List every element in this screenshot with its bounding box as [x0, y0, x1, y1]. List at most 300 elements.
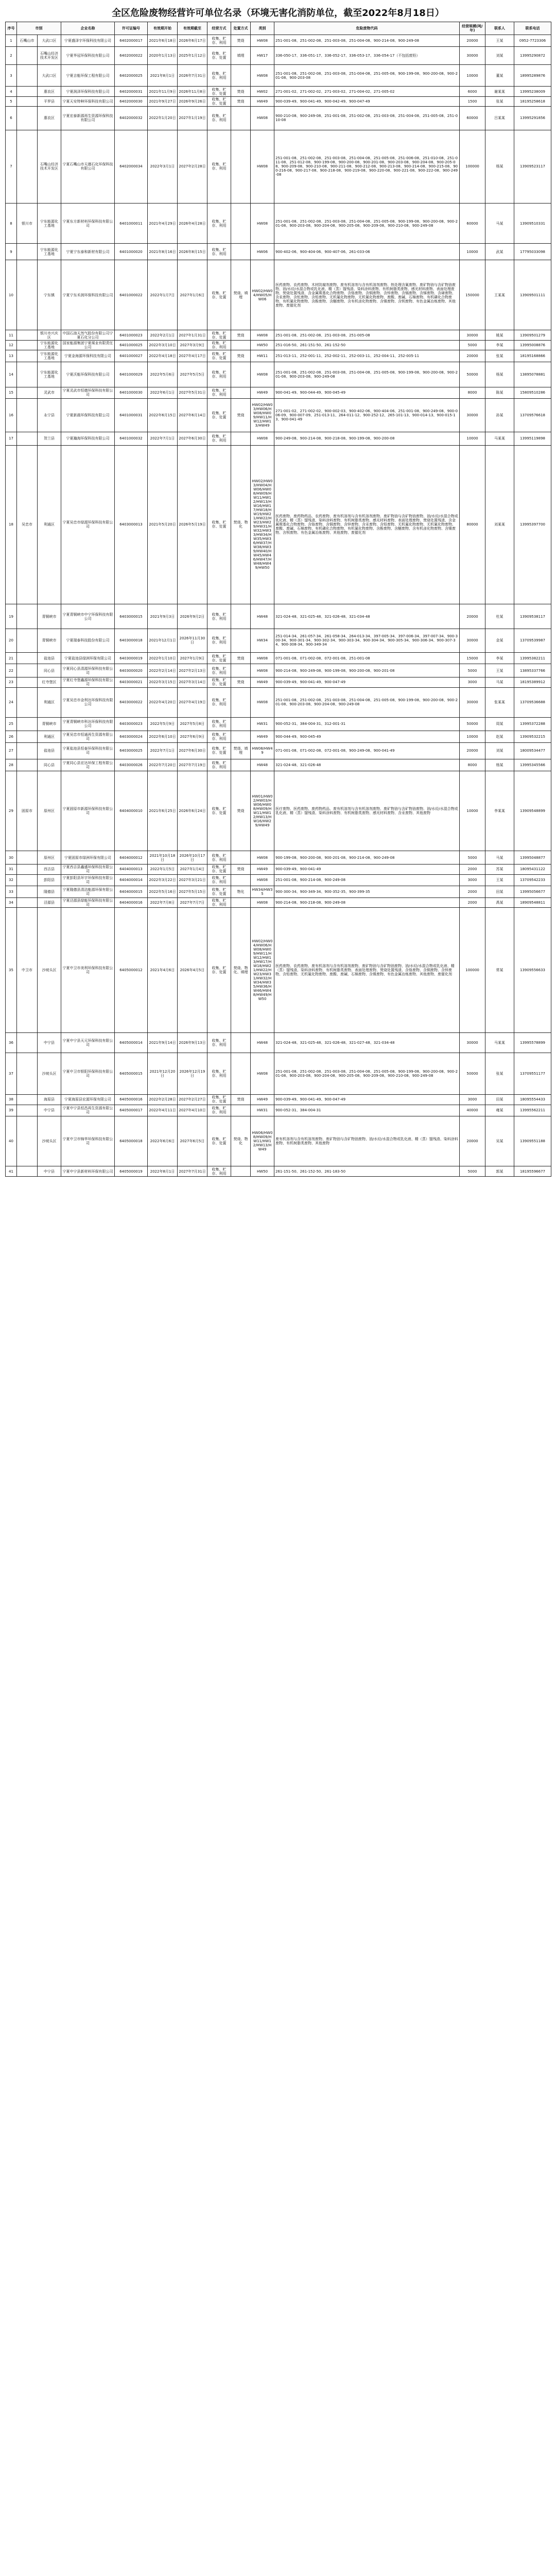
- table-row: [6, 1105, 551, 1116]
- cell-valid-from: 2022年1月7日: [148, 260, 178, 330]
- cell-company: 宁夏东方新材料环保科技有限公司: [61, 204, 115, 244]
- cell-method: 焚烧: [231, 330, 251, 340]
- cell-mode: 收集、贮存、处置: [207, 742, 231, 759]
- cell-waste-codes: 900-039-49、900-041-49: [274, 865, 460, 874]
- cell-scale: 60000: [460, 107, 485, 130]
- cell-no: 18: [6, 445, 17, 604]
- cell-valid-from: 2022年5月6日: [148, 362, 178, 387]
- header-waste: 危险废物代码: [274, 22, 460, 35]
- cell-method: 焚烧、物化: [231, 1116, 251, 1166]
- cell-valid-from: 2022年7月20日: [148, 759, 178, 771]
- cell-license-code: 6401000023: [115, 330, 148, 340]
- header-no: 序号: [6, 22, 17, 35]
- cell-method: [231, 204, 251, 244]
- cell-city: [17, 1105, 38, 1116]
- cell-waste-codes: 医药废物、农药废物、废有机溶剂与含有机溶剂废物、废矿物油与含矿物油废物、油/水烃/水混合物或乳化液、精（蒸）馏残渣、染料涂料废物、有机树脂类废物、表面处理废物、焚烧处置残渣、含铬废物、含铜废物、含锌废物、含铅废物、无机氟化物废物、废酸、废碱、石棉废物、含镍废物、有色金属冶炼废物、其他废物、废催化剂: [274, 908, 460, 1033]
- table-row: [6, 652, 551, 664]
- cell-method: 焚烧、填埋: [231, 742, 251, 759]
- cell-phone: 18995289876: [514, 65, 551, 87]
- cell-waste-codes: 071-001-08、071-002-08、072-001-08、251-001-08: [274, 652, 460, 664]
- cell-method: 焚烧: [231, 865, 251, 874]
- table-row: [6, 629, 551, 652]
- cell-valid-from: 2022年5月9日: [148, 718, 178, 731]
- cell-district: 石嘴山经济技术开发区: [38, 46, 61, 65]
- cell-mode: 收集、贮存、利用: [207, 1033, 231, 1053]
- cell-company: 宁夏宏泰新源再生资源环保科技有限公司: [61, 107, 115, 130]
- cell-company: 宁夏同心县清源环保科技有限公司: [61, 664, 115, 677]
- cell-city: [17, 851, 38, 865]
- cell-license-code: 6401000022: [115, 260, 148, 330]
- cell-city: 石嘴山市: [17, 35, 38, 47]
- cell-mode: 收集、贮存、处置: [207, 771, 231, 851]
- cell-district: 中宁县: [38, 1033, 61, 1053]
- cell-contact: 金某: [485, 629, 514, 652]
- cell-no: 41: [6, 1166, 17, 1176]
- cell-waste-codes: 271-001-02、271-002-02、271-003-02、271-004-02、271-005-02: [274, 87, 460, 96]
- cell-method: 焚烧: [231, 1095, 251, 1105]
- cell-class: HW11: [251, 350, 274, 362]
- cell-method: [231, 718, 251, 731]
- cell-valid-to: 2027年2月13日: [178, 664, 207, 677]
- cell-mode: 收集、贮存、处置: [207, 652, 231, 664]
- cell-contact: 王某: [485, 874, 514, 886]
- cell-method: [231, 629, 251, 652]
- table-row: [6, 65, 551, 87]
- cell-class: HW02/HW04/HW05/HW06: [251, 260, 274, 330]
- cell-valid-to: 2026年12月19日: [178, 1053, 207, 1095]
- cell-valid-to: 2027年4月19日: [178, 687, 207, 717]
- cell-company: 宁夏彭阳县环宇环保科技有限公司: [61, 874, 115, 886]
- cell-no: 8: [6, 204, 17, 244]
- cell-city: [17, 330, 38, 340]
- cell-phone: 13995048877: [514, 851, 551, 865]
- cell-city: [17, 604, 38, 629]
- cell-license-code: 6405000019: [115, 1166, 148, 1176]
- cell-scale: 3000: [460, 677, 485, 687]
- cell-company: 宁夏宁东禾润环保科技有限公司: [61, 260, 115, 330]
- cell-valid-to: 2027年6月5日: [178, 1116, 207, 1166]
- cell-waste-codes: 251-014-34、261-057-34、261-058-34、264-013-34、397-005-34、397-006-34、397-007-34、900-300-34、900-301-34、900-302-34、900-303-34、900-304-34、900-305-34、900-306-34、900-307-34、900-308-34、900-349-34: [274, 629, 460, 652]
- cell-city: [17, 387, 38, 399]
- cell-valid-to: 2027年4月10日: [178, 1105, 207, 1116]
- cell-mode: 收集、贮存、利用: [207, 1166, 231, 1176]
- cell-city: 固原市: [17, 771, 38, 851]
- cell-valid-to: 2027年3月14日: [178, 677, 207, 687]
- cell-waste-codes: 900-044-49、900-045-49: [274, 731, 460, 742]
- cell-no: 7: [6, 130, 17, 204]
- table-row: [6, 96, 551, 106]
- cell-company: 宁夏石嘴山市天德石化环保科技有限公司: [61, 130, 115, 204]
- cell-phone: 13909538117: [514, 604, 551, 629]
- cell-no: 36: [6, 1033, 17, 1053]
- cell-scale: 50000: [460, 718, 485, 731]
- cell-valid-from: 2022年2月14日: [148, 664, 178, 677]
- cell-method: 焚烧、物化、填埋: [231, 908, 251, 1033]
- cell-district: 平罗县: [38, 96, 61, 106]
- table-row: [6, 46, 551, 65]
- cell-contact: 马某某: [485, 432, 514, 446]
- cell-mode: 收集、贮存、处置: [207, 399, 231, 432]
- cell-no: 1: [6, 35, 17, 47]
- cell-waste-codes: 251-001-08、251-002-08、251-003-08、251-004-08、251-005-08、900-199-08、900-200-08、900-201-08、900-203-08、900-204-08、900-205-08、900-209-08、900-210-08、900-249-08: [274, 204, 460, 244]
- cell-scale: 10000: [460, 65, 485, 87]
- cell-valid-to: 2027年6月9日: [178, 731, 207, 742]
- cell-waste-codes: 900-041-49、900-044-49、900-045-49: [274, 387, 460, 399]
- cell-contact: 杨某: [485, 130, 514, 204]
- cell-scale: 3000: [460, 1095, 485, 1105]
- table-row: [6, 886, 551, 898]
- cell-class: HW02/HW03/HW06/HW08/HW09/HW11/HW12/HW13/HW49: [251, 399, 274, 432]
- cell-class: HW08: [251, 851, 274, 865]
- cell-city: [17, 742, 38, 759]
- cell-valid-to: 2026年11月8日: [178, 87, 207, 96]
- cell-scale: 20000: [460, 742, 485, 759]
- cell-license-code: 6404000010: [115, 771, 148, 851]
- cell-valid-to: 2026年9月13日: [178, 1033, 207, 1053]
- cell-company: 宁夏吴忠市金利达环保科技有限公司: [61, 687, 115, 717]
- page-title: 全区危险废物经营许可单位名录（环境无害化消防单位，截至2022年8月18日）: [112, 8, 444, 19]
- cell-waste-codes: 900-199-08、900-200-08、900-201-08、900-214-08、900-249-08: [274, 851, 460, 865]
- cell-city: [17, 874, 38, 886]
- cell-mode: 收集、贮存、处置: [207, 908, 231, 1033]
- cell-contact: 杨某: [485, 362, 514, 387]
- document-page: [5, 5, 551, 1177]
- header-phone: 联系电话: [514, 22, 551, 35]
- cell-phone: 18195389912: [514, 677, 551, 687]
- cell-company: 宁夏同心县宏达环保工程有限公司: [61, 759, 115, 771]
- cell-contact: 田某: [485, 886, 514, 898]
- cell-no: 33: [6, 886, 17, 898]
- table-row: [6, 1166, 551, 1176]
- cell-contact: 董某: [485, 65, 514, 87]
- cell-valid-to: 2027年7月7日: [178, 897, 207, 907]
- cell-method: [231, 759, 251, 771]
- cell-license-code: 6404000015: [115, 886, 148, 898]
- cell-city: [17, 1116, 38, 1166]
- cell-mode: 收集、贮存、利用: [207, 897, 231, 907]
- cell-waste-codes: 900-300-34、900-349-34、900-352-35、900-399-35: [274, 886, 460, 898]
- cell-waste-codes: 900-052-31、384-004-31: [274, 1105, 460, 1116]
- cell-valid-to: 2027年1月9日: [178, 652, 207, 664]
- cell-district: 西吉县: [38, 865, 61, 874]
- cell-method: 焚烧: [231, 96, 251, 106]
- cell-waste-codes: 251-001-08、251-002-08、251-003-08、251-004-08、251-005-08、900-199-08、900-200-08、900-201-08、900-203-08、900-204-08、900-249-08: [274, 687, 460, 717]
- cell-mode: 收集、贮存、处置: [207, 445, 231, 604]
- cell-valid-from: 2022年6月6日: [148, 1116, 178, 1166]
- cell-company: 宁夏沃能环保科技有限公司: [61, 362, 115, 387]
- cell-scale: 100000: [460, 908, 485, 1033]
- cell-class: HW17: [251, 46, 274, 65]
- cell-mode: 收集、贮存、利用: [207, 1105, 231, 1116]
- cell-license-code: 6403000013: [115, 445, 148, 604]
- cell-no: 19: [6, 604, 17, 629]
- cell-phone: 13709539987: [514, 629, 551, 652]
- cell-waste-codes: 900-039-49、900-041-49、900-047-49: [274, 1095, 460, 1105]
- cell-scale: 30000: [460, 629, 485, 652]
- cell-class: HW48: [251, 759, 274, 771]
- cell-district: 宁东能源化工基地: [38, 243, 61, 260]
- cell-company: 宁夏润泽环保科技有限公司: [61, 87, 115, 96]
- cell-mode: 收集、贮存、利用: [207, 759, 231, 771]
- cell-valid-to: 2027年7月19日: [178, 759, 207, 771]
- cell-valid-to: 2025年1月12日: [178, 46, 207, 65]
- header-code: 许可证编号: [115, 22, 148, 35]
- cell-class: HW08: [251, 664, 274, 677]
- cell-phone: 13909501111: [514, 260, 551, 330]
- cell-license-code: 6401000027: [115, 350, 148, 362]
- cell-phone: 0952-7723306: [514, 35, 551, 47]
- table-row: [6, 1116, 551, 1166]
- table-row: [6, 130, 551, 204]
- cell-valid-from: 2021年5月20日: [148, 445, 178, 604]
- cell-scale: 100000: [460, 130, 485, 204]
- cell-district: 惠农区: [38, 107, 61, 130]
- cell-valid-to: 2027年6月30日: [178, 432, 207, 446]
- cell-district: 贺兰县: [38, 432, 61, 446]
- cell-district: 永宁县: [38, 399, 61, 432]
- cell-contact: 禹某: [485, 897, 514, 907]
- table-row: [6, 759, 551, 771]
- cell-class: HW50: [251, 340, 274, 350]
- cell-method: 焚烧、物化: [231, 445, 251, 604]
- cell-contact: 赵某: [485, 731, 514, 742]
- cell-method: 焚烧: [231, 771, 251, 851]
- cell-license-code: 6403000018: [115, 629, 148, 652]
- cell-district: 大武口区: [38, 65, 61, 87]
- cell-scale: 50000: [460, 1053, 485, 1095]
- cell-contact: 李某: [485, 652, 514, 664]
- cell-scale: 10000: [460, 731, 485, 742]
- cell-method: [231, 362, 251, 387]
- cell-no: 29: [6, 771, 17, 851]
- cell-contact: 王某: [485, 35, 514, 47]
- cell-phone: 18909548811: [514, 897, 551, 907]
- cell-valid-to: 2026年9月2日: [178, 604, 207, 629]
- cell-company: 宁夏青铜峡市科达环保科技有限公司: [61, 718, 115, 731]
- cell-contact: 刘某: [485, 742, 514, 759]
- cell-valid-from: 2022年1月5日: [148, 865, 178, 874]
- header-company: 企业名称: [61, 22, 115, 35]
- header-method: 处置方式: [231, 22, 251, 35]
- cell-contact: 刘某某: [485, 445, 514, 604]
- cell-district: 利通区: [38, 445, 61, 604]
- cell-district: 盐池县: [38, 742, 61, 759]
- cell-valid-from: 2022年3月22日: [148, 874, 178, 886]
- cell-scale: 5000: [460, 340, 485, 350]
- cell-valid-from: 2022年5月16日: [148, 886, 178, 898]
- cell-no: 2: [6, 46, 17, 65]
- cell-city: [17, 107, 38, 130]
- cell-mode: 收集、贮存、处置: [207, 87, 231, 96]
- cell-company: 宁夏隆德县清洁能源环保有限公司: [61, 886, 115, 898]
- cell-company: 宁夏中卫市锦华环保科技有限公司: [61, 1116, 115, 1166]
- cell-method: [231, 1105, 251, 1116]
- cell-scale: 20000: [460, 1116, 485, 1166]
- cell-license-code: 6403000026: [115, 759, 148, 771]
- cell-company: 宁夏盐池县恒泰环保科技有限公司: [61, 742, 115, 759]
- cell-no: 23: [6, 677, 17, 687]
- cell-valid-to: 2026年4月5日: [178, 908, 207, 1033]
- cell-contact: 张某: [485, 1053, 514, 1095]
- cell-valid-to: 2027年1月6日: [178, 260, 207, 330]
- cell-license-code: 6405000014: [115, 1033, 148, 1053]
- cell-phone: 13895337766: [514, 664, 551, 677]
- table-row: [6, 1053, 551, 1095]
- cell-valid-from: 2022年4月18日: [148, 350, 178, 362]
- cell-no: 10: [6, 260, 17, 330]
- cell-contact: 张某: [485, 350, 514, 362]
- cell-class: HW01/HW02/HW03/HW06/HW08/HW09/HW11/HW12/HW13/HW16/HW29/HW49: [251, 771, 274, 851]
- cell-waste-codes: 071-001-08、071-002-08、072-001-08、900-249-08、900-041-49: [274, 742, 460, 759]
- cell-valid-from: 2021年12月1日: [148, 629, 178, 652]
- cell-mode: 收集、贮存、利用: [207, 340, 231, 350]
- table-body: [6, 35, 551, 1177]
- cell-method: [231, 1033, 251, 1053]
- cell-city: [17, 652, 38, 664]
- cell-district: 原州区: [38, 851, 61, 865]
- cell-district: 利通区: [38, 731, 61, 742]
- cell-license-code: 6403000021: [115, 677, 148, 687]
- cell-contact: 武某: [485, 243, 514, 260]
- cell-district: 宁东能源化工基地: [38, 350, 61, 362]
- cell-contact: 马某某: [485, 1033, 514, 1053]
- cell-valid-from: 2022年1月20日: [148, 107, 178, 130]
- cell-valid-to: 2026年4月28日: [178, 204, 207, 244]
- cell-city: [17, 759, 38, 771]
- cell-city: [17, 65, 38, 87]
- cell-city: [17, 87, 38, 96]
- cell-district: 石嘴山经济技术开发区: [38, 130, 61, 204]
- cell-phone: 13909551188: [514, 1116, 551, 1166]
- cell-city: [17, 350, 38, 362]
- cell-mode: 收集、贮存、利用: [207, 731, 231, 742]
- table-row: [6, 107, 551, 130]
- cell-company: 宁夏中宁县新材料环保有限公司: [61, 1166, 115, 1176]
- cell-scale: 5000: [460, 1166, 485, 1176]
- header-mode: 经营方式: [207, 22, 231, 35]
- cell-valid-from: 2020年1月13日: [148, 46, 178, 65]
- header-class: 类别: [251, 22, 274, 35]
- cell-mode: 收集、贮存、利用: [207, 851, 231, 865]
- cell-company: 宁夏盐池县绿洲环保有限公司: [61, 652, 115, 664]
- cell-district: 大武口区: [38, 35, 61, 47]
- cell-license-code: 6402000031: [115, 87, 148, 96]
- cell-license-code: 6402000025: [115, 65, 148, 87]
- cell-valid-to: 2026年5月19日: [178, 445, 207, 604]
- cell-license-code: 6405000015: [115, 1053, 148, 1095]
- cell-contact: 刘某: [485, 46, 514, 65]
- cell-waste-codes: 251-001-08、251-002-08、251-003-08、251-005-08: [274, 330, 460, 340]
- cell-license-code: 6401000031: [115, 399, 148, 432]
- table-row: [6, 330, 551, 340]
- cell-scale: 20000: [460, 35, 485, 47]
- cell-valid-from: 2021年4月29日: [148, 204, 178, 244]
- cell-no: 39: [6, 1105, 17, 1116]
- cell-license-code: 6404000016: [115, 897, 148, 907]
- cell-scale: 1500: [460, 96, 485, 106]
- cell-valid-to: 2027年4月17日: [178, 350, 207, 362]
- cell-no: 40: [6, 1116, 17, 1166]
- cell-contact: 苏某: [485, 865, 514, 874]
- cell-mode: 收集、贮存、处置: [207, 1116, 231, 1166]
- cell-no: 15: [6, 387, 17, 399]
- cell-mode: 收集、贮存、利用: [207, 387, 231, 399]
- header-person: 联系人: [485, 22, 514, 35]
- table-row: [6, 387, 551, 399]
- cell-contact: 吴某: [485, 1116, 514, 1166]
- cell-valid-from: 2022年7月1日: [148, 432, 178, 446]
- cell-mode: 收集、贮存、利用: [207, 687, 231, 717]
- cell-waste-codes: 900-402-06、900-404-06、900-407-06、261-033-06: [274, 243, 460, 260]
- cell-method: 焚烧: [231, 399, 251, 432]
- cell-phone: 13995238009: [514, 87, 551, 96]
- cell-valid-from: 2022年7月1日: [148, 742, 178, 759]
- cell-class: HW08: [251, 874, 274, 886]
- cell-mode: 收集、贮存、利用: [207, 1053, 231, 1095]
- cell-company: 宁夏天安特种环保科技有限公司: [61, 96, 115, 106]
- cell-scale: 20000: [460, 604, 485, 629]
- cell-valid-from: 2022年8月1日: [148, 1166, 178, 1176]
- cell-license-code: 6401000032: [115, 432, 148, 446]
- cell-city: [17, 718, 38, 731]
- cell-valid-from: 2022年4月11日: [148, 1105, 178, 1116]
- header-end: 有效期截至: [178, 22, 207, 35]
- cell-method: 焚烧: [231, 35, 251, 47]
- cell-district: 盐池县: [38, 652, 61, 664]
- cell-no: 37: [6, 1053, 17, 1095]
- cell-contact: 马某: [485, 204, 514, 244]
- cell-valid-to: 2027年5月5日: [178, 362, 207, 387]
- table-row: [6, 1033, 551, 1053]
- cell-city: 中卫市: [17, 908, 38, 1033]
- cell-waste-codes: 900-214-08、900-218-08、900-249-08: [274, 897, 460, 907]
- table-row: [6, 771, 551, 851]
- cell-district: 彭阳县: [38, 874, 61, 886]
- cell-city: [17, 1095, 38, 1105]
- cell-contact: 孙某: [485, 399, 514, 432]
- cell-mode: 收集、贮存、处置: [207, 865, 231, 874]
- table-row: [6, 865, 551, 874]
- cell-scale: 2000: [460, 886, 485, 898]
- cell-method: 焚烧: [231, 87, 251, 96]
- cell-phone: 13995345566: [514, 759, 551, 771]
- cell-company: 宁夏中宁县恒昌再生资源有限公司: [61, 1105, 115, 1116]
- cell-company: 宁夏青铜峡市中宁环保科技有限公司: [61, 604, 115, 629]
- cell-method: [231, 1166, 251, 1176]
- table-row: [6, 87, 551, 96]
- cell-city: [17, 260, 38, 330]
- cell-no: 21: [6, 652, 17, 664]
- cell-valid-to: 2027年6月14日: [178, 399, 207, 432]
- cell-valid-from: 2021年6月25日: [148, 771, 178, 851]
- cell-scale: 60000: [460, 204, 485, 244]
- cell-waste-codes: 251-013-11、252-001-11、252-002-11、252-003-11、252-004-11、252-005-11: [274, 350, 460, 362]
- cell-scale: 6000: [460, 87, 485, 96]
- cell-license-code: 6403000022: [115, 687, 148, 717]
- cell-company: 宁夏西吉县鑫盛环保科技有限公司: [61, 865, 115, 874]
- cell-phone: 13995578899: [514, 1033, 551, 1053]
- cell-valid-from: 2021年9月3日: [148, 604, 178, 629]
- cell-district: 灵武市: [38, 387, 61, 399]
- cell-license-code: 6402000022: [115, 46, 148, 65]
- cell-phone: 13995372288: [514, 718, 551, 731]
- cell-valid-from: 2021年12月20日: [148, 1053, 178, 1095]
- cell-class: HW08/HW49: [251, 742, 274, 759]
- cell-company: 国家能源集团宁夏煤业有限责任公司: [61, 340, 115, 350]
- cell-valid-from: 2022年3月1日: [148, 130, 178, 204]
- cell-valid-to: 2027年2月27日: [178, 1095, 207, 1105]
- cell-no: 9: [6, 243, 17, 260]
